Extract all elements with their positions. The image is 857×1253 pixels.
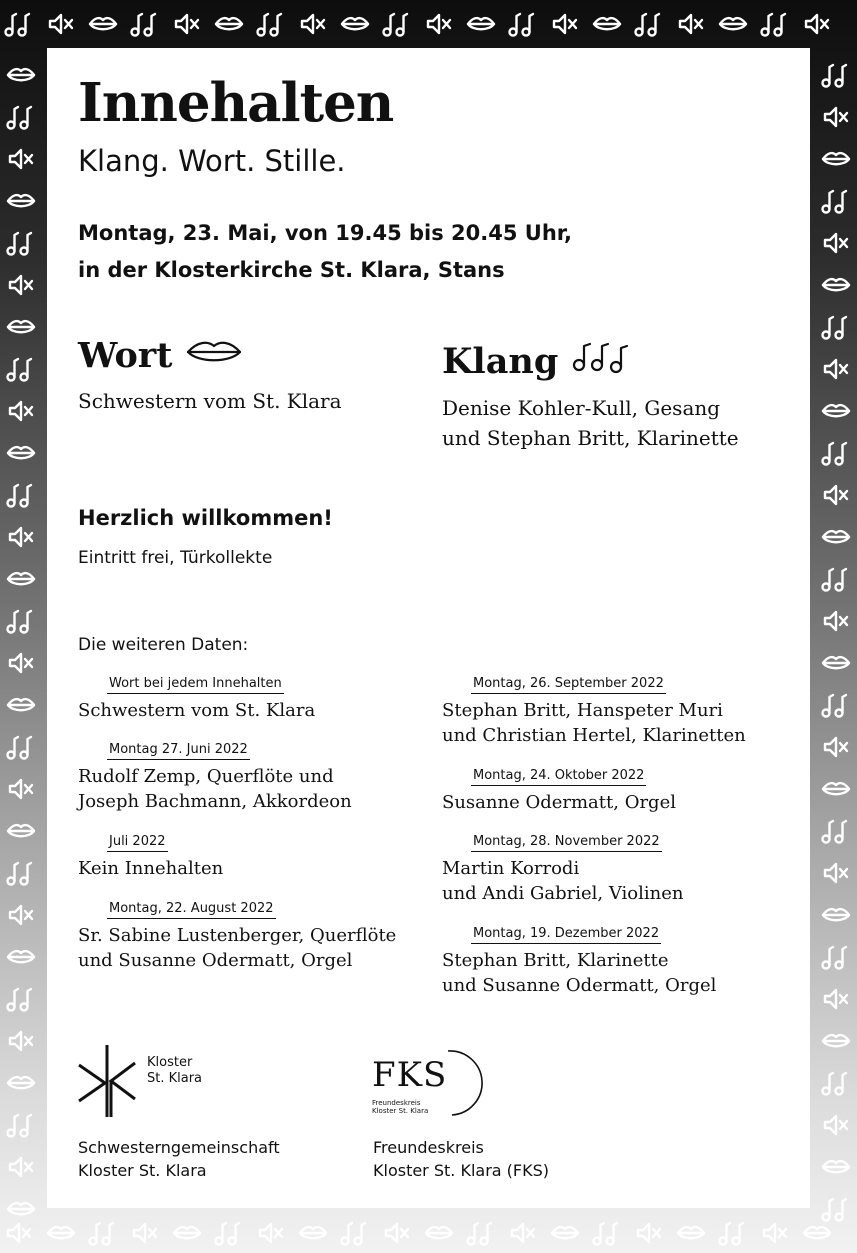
kloster-logo-line-2: St. Klara (147, 1071, 203, 1086)
music-notes-icon (821, 60, 851, 90)
muted-speaker-icon (821, 732, 851, 762)
klang-title: Klang (442, 341, 559, 382)
fks-logo-text: FKS (372, 1055, 448, 1095)
fks-logo-subtext-2: Kloster St. Klara (372, 1107, 429, 1115)
list-item (78, 738, 352, 814)
music-notes-icon (6, 102, 36, 132)
muted-speaker-icon (4, 1218, 34, 1248)
muted-speaker-icon (6, 522, 36, 552)
muted-speaker-icon (760, 1218, 790, 1248)
lips-icon (821, 900, 851, 930)
event-date: Montag, 26. September 2022 (471, 676, 666, 694)
lips-icon (340, 9, 370, 39)
muted-speaker-icon (46, 9, 76, 39)
music-notes-icon (130, 9, 160, 39)
event-text: Kein Innehalten (78, 858, 224, 879)
muted-speaker-icon (6, 396, 36, 426)
music-notes-icon (382, 9, 412, 39)
list-item (78, 672, 315, 723)
fks-logo (370, 1043, 520, 1123)
lips-icon (821, 1026, 851, 1056)
muted-speaker-icon (802, 9, 832, 39)
music-notes-icon (821, 438, 851, 468)
lips-icon (172, 1218, 202, 1248)
muted-speaker-icon (6, 1026, 36, 1056)
lips-icon (6, 942, 36, 972)
kloster-logo-text (147, 1055, 202, 1087)
music-notes-icon (821, 564, 851, 594)
klang-heading (442, 340, 630, 383)
lips-icon (186, 335, 242, 376)
muted-speaker-icon (821, 102, 851, 132)
event-location-line: in der Klosterkirche St. Klara, Stans (78, 258, 505, 282)
kloster-logo-line-1: Kloster (147, 1055, 193, 1070)
klang-line-1: Denise Kohler-Kull, Gesang (442, 396, 721, 420)
event-date: Juli 2022 (107, 834, 168, 852)
poster-card (47, 48, 810, 1208)
welcome-heading: Herzlich willkommen! (78, 506, 333, 530)
wort-line-1: Schwestern vom St. Klara (78, 389, 342, 413)
music-notes-icon (821, 1068, 851, 1098)
lips-icon (821, 522, 851, 552)
event-text: Martin Korrodi (442, 858, 580, 879)
music-notes-icon (256, 9, 286, 39)
muted-speaker-icon (6, 774, 36, 804)
event-date: Montag, 28. November 2022 (471, 834, 662, 852)
list-item (78, 830, 223, 881)
lips-icon (214, 9, 244, 39)
footer-right (373, 1136, 549, 1182)
lips-icon (298, 1218, 328, 1248)
lips-icon (466, 9, 496, 39)
music-notes-icon (508, 9, 538, 39)
event-text: Rudolf Zemp, Querflöte und (78, 766, 334, 787)
muted-speaker-icon (6, 1152, 36, 1182)
lips-icon (592, 9, 622, 39)
music-notes-icon (821, 690, 851, 720)
muted-speaker-icon (382, 1218, 412, 1248)
music-notes-icon (6, 480, 36, 510)
event-text: Stephan Britt, Klarinette (442, 950, 669, 971)
list-item (442, 764, 676, 815)
muted-speaker-icon (256, 1218, 286, 1248)
muted-speaker-icon (298, 9, 328, 39)
footer-right-line-1: Freundeskreis (373, 1138, 484, 1157)
event-text: Sr. Sabine Lustenberger, Querflöte (78, 925, 397, 946)
music-notes-icon (6, 1110, 36, 1140)
lips-icon (88, 9, 118, 39)
footer-left-line-2: Kloster St. Klara (78, 1161, 207, 1180)
muted-speaker-icon (508, 1218, 538, 1248)
muted-speaker-icon (821, 858, 851, 888)
music-notes-icon (592, 1218, 622, 1248)
event-text: und Christian Hertel, Klarinetten (442, 725, 746, 746)
lips-icon (802, 1218, 832, 1248)
wort-heading (78, 335, 242, 376)
list-item (442, 922, 716, 998)
lips-icon (6, 186, 36, 216)
lips-icon (821, 144, 851, 174)
wort-title: Wort (78, 335, 173, 376)
event-date: Montag 27. Juni 2022 (107, 742, 250, 760)
muted-speaker-icon (821, 480, 851, 510)
klang-line-2: und Stephan Britt, Klarinette (442, 426, 739, 450)
music-notes-icon (6, 858, 36, 888)
footer-right-line-2: Kloster St. Klara (FKS) (373, 1161, 549, 1180)
lips-icon (6, 60, 36, 90)
event-date: Montag, 24. Oktober 2022 (471, 768, 646, 786)
lips-icon (6, 690, 36, 720)
list-item (78, 897, 396, 973)
muted-speaker-icon (130, 1218, 160, 1248)
lips-icon (821, 648, 851, 678)
muted-speaker-icon (676, 9, 706, 39)
event-text: Schwestern vom St. Klara (78, 700, 316, 721)
music-notes-icon (466, 1218, 496, 1248)
wort-text (78, 386, 342, 416)
footer-left (78, 1136, 280, 1182)
list-item (442, 830, 684, 906)
lips-icon (676, 1218, 706, 1248)
fks-logo-subtext-1: Freundeskreis (372, 1099, 421, 1107)
muted-speaker-icon (821, 1110, 851, 1140)
lips-icon (821, 1152, 851, 1182)
music-notes-icon (821, 816, 851, 846)
muted-speaker-icon (6, 648, 36, 678)
music-notes-icon (634, 9, 664, 39)
lips-icon (821, 270, 851, 300)
more-dates-label: Die weiteren Daten: (78, 635, 249, 655)
music-notes-icon (6, 732, 36, 762)
music-notes-icon (760, 9, 790, 39)
lips-icon (6, 312, 36, 342)
lips-icon (718, 9, 748, 39)
muted-speaker-icon (821, 984, 851, 1014)
event-date-line: Montag, 23. Mai, von 19.45 bis 20.45 Uhr, (78, 221, 573, 245)
fks-logo-subtext (372, 1099, 428, 1115)
muted-speaker-icon (821, 606, 851, 636)
music-notes-icon (6, 228, 36, 258)
music-notes-icon (718, 1218, 748, 1248)
muted-speaker-icon (821, 354, 851, 384)
event-text: und Susanne Odermatt, Orgel (442, 975, 717, 996)
page-subtitle: Klang. Wort. Stille. (78, 144, 346, 178)
muted-speaker-icon (634, 1218, 664, 1248)
event-text: und Andi Gabriel, Violinen (442, 883, 684, 904)
lips-icon (6, 1068, 36, 1098)
event-text: und Susanne Odermatt, Orgel (78, 950, 353, 971)
klang-text (442, 393, 739, 453)
lips-icon (821, 774, 851, 804)
event-date: Montag, 19. Dezember 2022 (471, 926, 661, 944)
lips-icon (550, 1218, 580, 1248)
lips-icon (6, 438, 36, 468)
event-text: Stephan Britt, Hanspeter Muri (442, 700, 723, 721)
music-notes-icon (821, 942, 851, 972)
muted-speaker-icon (821, 228, 851, 258)
list-item (442, 672, 746, 748)
event-text: Joseph Bachmann, Akkordeon (78, 791, 352, 812)
music-notes-icon (6, 984, 36, 1014)
event-text: Susanne Odermatt, Orgel (442, 792, 676, 813)
kloster-st-klara-logo (75, 1043, 225, 1123)
music-notes-icon (821, 186, 851, 216)
lips-icon (821, 396, 851, 426)
muted-speaker-icon (550, 9, 580, 39)
music-notes-icon (6, 354, 36, 384)
music-notes-icon (6, 606, 36, 636)
music-notes-icon (821, 312, 851, 342)
lips-icon (424, 1218, 454, 1248)
page-title: Innehalten (78, 72, 394, 134)
event-date: Wort bei jedem Innehalten (107, 676, 284, 694)
muted-speaker-icon (6, 900, 36, 930)
music-notes-icon (88, 1218, 118, 1248)
music-notes-icon (572, 340, 630, 383)
music-notes-icon (214, 1218, 244, 1248)
lips-icon (46, 1218, 76, 1248)
muted-speaker-icon (172, 9, 202, 39)
lips-icon (6, 816, 36, 846)
entry-info: Eintritt frei, Türkollekte (78, 548, 273, 568)
muted-speaker-icon (424, 9, 454, 39)
lips-icon (6, 564, 36, 594)
footer-left-line-1: Schwesterngemeinschaft (78, 1138, 280, 1157)
music-notes-icon (4, 9, 34, 39)
muted-speaker-icon (6, 270, 36, 300)
muted-speaker-icon (6, 144, 36, 174)
music-notes-icon (340, 1218, 370, 1248)
event-date: Montag, 22. August 2022 (107, 901, 276, 919)
